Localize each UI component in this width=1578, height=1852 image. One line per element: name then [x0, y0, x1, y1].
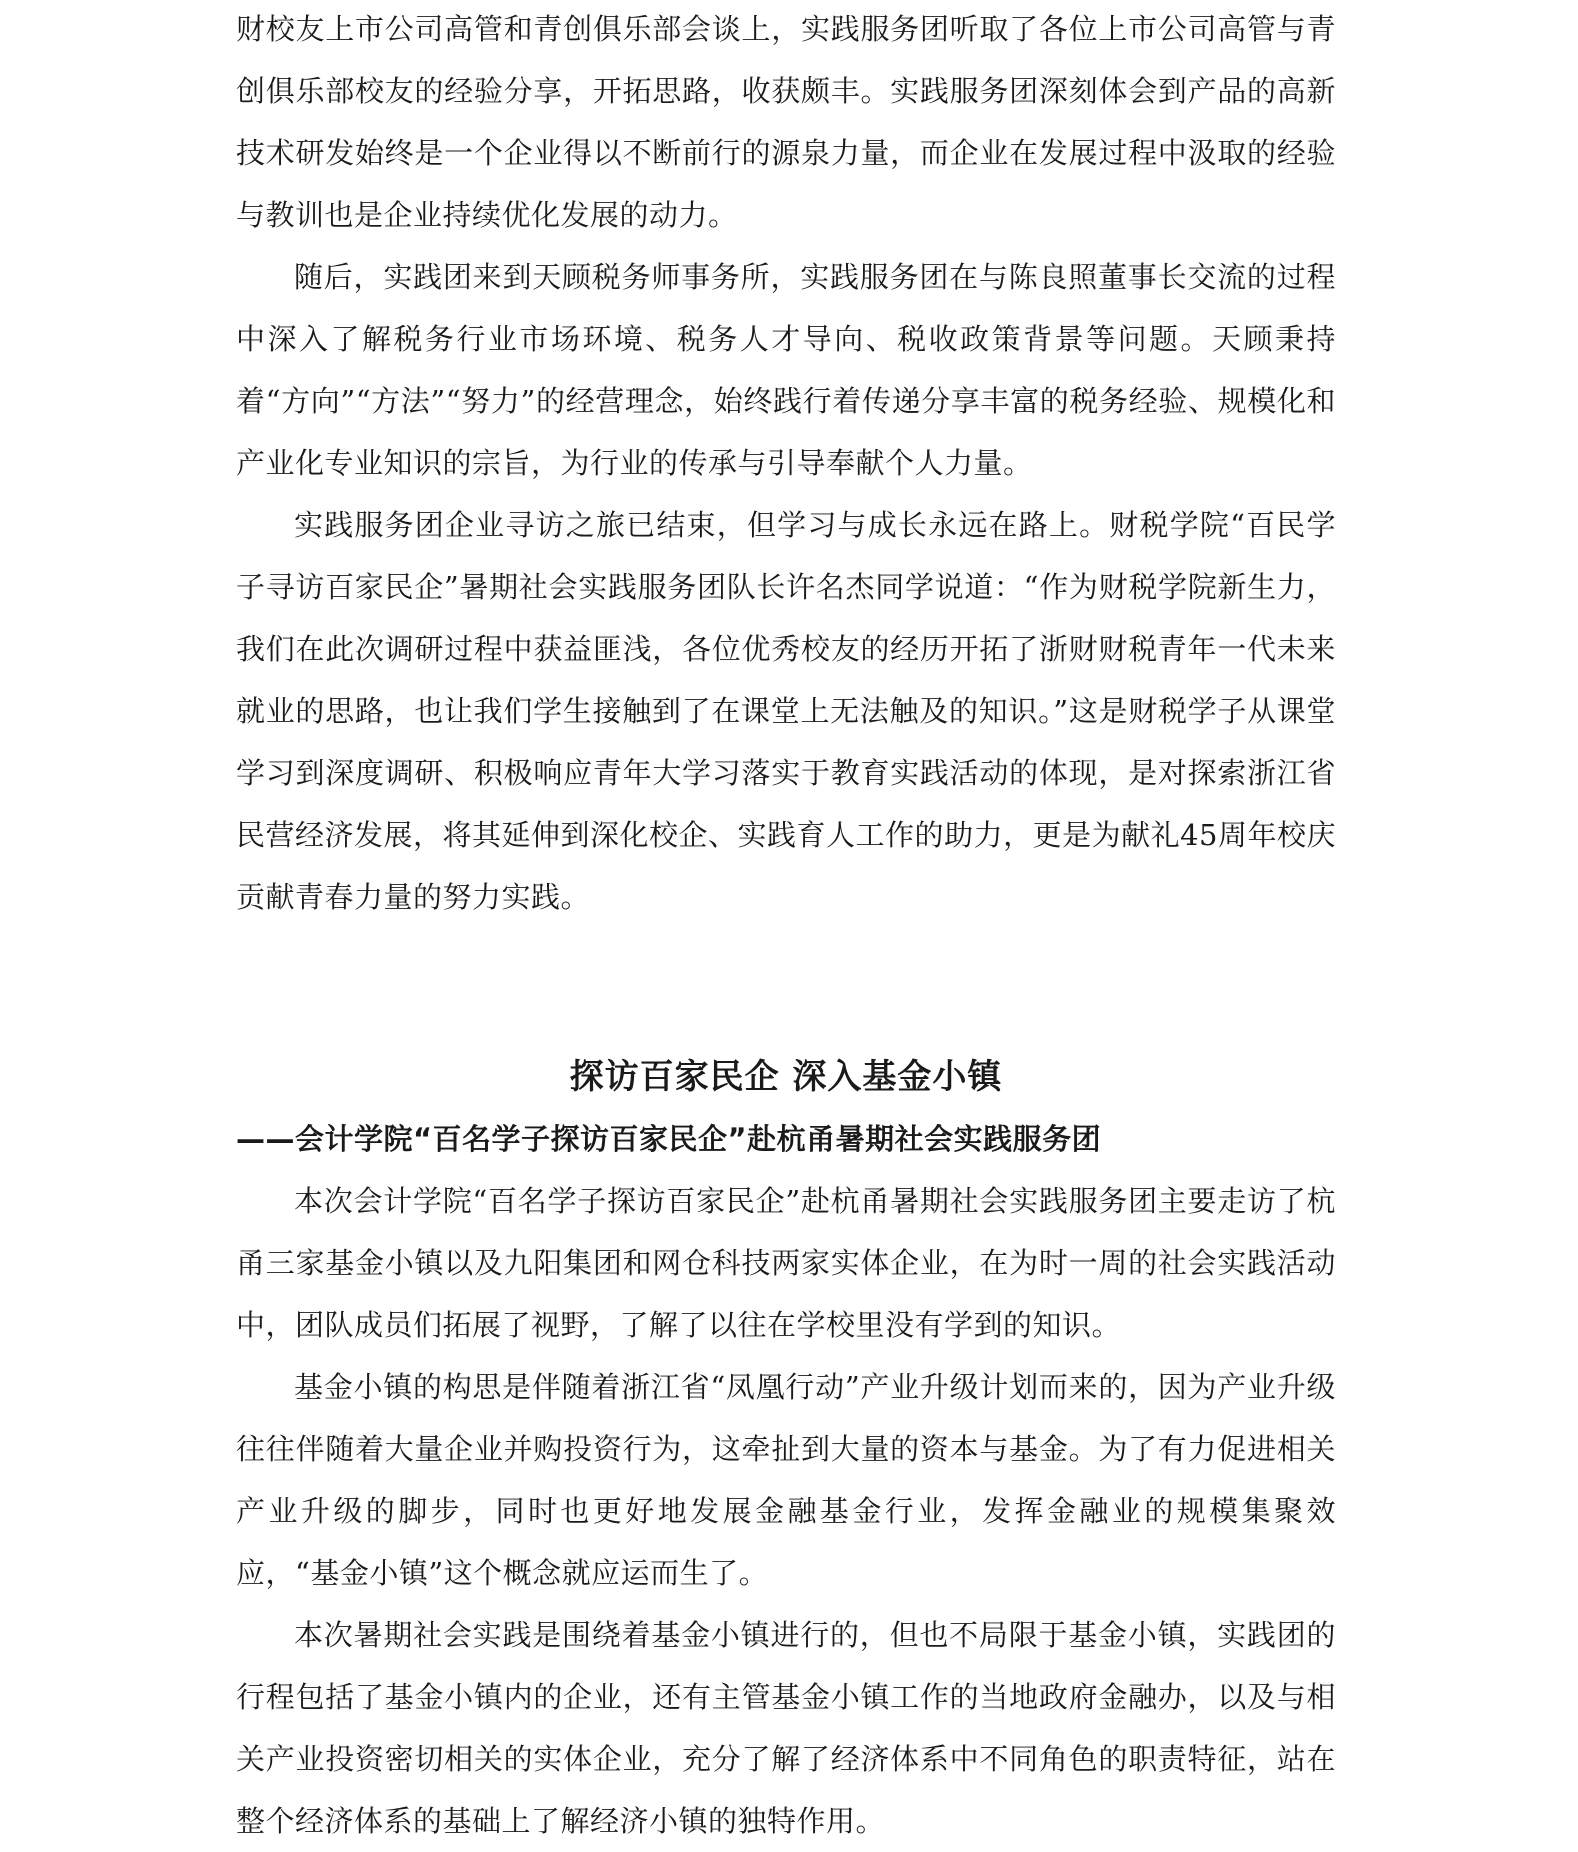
paragraph-itinerary: 本次暑期社会实践是围绕着基金小镇进行的，但也不局限于基金小镇，实践团的行程包括了基金小镇内的企业，还有主管基金小镇工作的当地政府金融办，以及与相关产业投资密切相关的实体企业，充分了解了经济体系中不同角色的职责特征，站在整个经济体系的基础上了解经济小镇的独特作用。 — [236, 1618, 1336, 1838]
section-fund-town — [236, 928, 1336, 1852]
paragraph-continued: 财校友上市公司高管和青创俱乐部会谈上，实践服务团听取了各位上市公司高管与青创俱乐部校友的经验分享，开拓思路，收获颇丰。实践服务团深刻体会到产品的高新技术研发始终是一个企业得以不断前行的源泉力量，而企业在发展过程中汲取的经验与教训也是企业持续优化发展的动力。 — [236, 12, 1336, 232]
section-tax-school-summary — [236, 0, 1336, 928]
article-subtitle: ——会计学院“百名学子探访百家民企”赴杭甬暑期社会实践服务团 — [236, 1122, 1102, 1156]
paragraph-fund-town-concept: 基金小镇的构思是伴随着浙江省“凤凰行动”产业升级计划而来的，因为产业升级往往伴随着大量企业并购投资行为，这牵扯到大量的资本与基金。为了有力促进相关产业升级的脚步，同时也更好地发展金融基金行业，发挥金融业的规模集聚效应，“基金小镇”这个概念就应运而生了。 — [236, 1370, 1336, 1590]
document-page — [236, 0, 1336, 1852]
paragraph-intro: 本次会计学院“百名学子探访百家民企”赴杭甬暑期社会实践服务团主要走访了杭甬三家基金小镇以及九阳集团和网仓科技两家实体企业，在为时一周的社会实践活动中，团队成员们拓展了视野，了解了以往在学校里没有学到的知识。 — [236, 1184, 1336, 1342]
article-title: 探访百家民企 深入基金小镇 — [569, 1057, 1003, 1097]
paragraph-conclusion: 实践服务团企业寻访之旅已结束，但学习与成长永远在路上。财税学院“百民学子寻访百家民企”暑期社会实践服务团队长许名杰同学说道：“作为财税学院新生力，我们在此次调研过程中获益匪浅，各位优秀校友的经历开拓了浙财财税青年一代未来就业的思路，也让我们学生接触到了在课堂上无法触及的知识。”这是财税学子从课堂学习到深度调研、积极响应青年大学习落实于教育实践活动的体现，是对探索浙江省民营经济发展，将其延伸到深化校企、实践育人工作的助力，更是为献礼45周年校庆贡献青春力量的努力实践。 — [236, 508, 1336, 914]
paragraph-tiangu-visit: 随后，实践团来到天顾税务师事务所，实践服务团在与陈良照董事长交流的过程中深入了解税务行业市场环境、税务人才导向、税收政策背景等问题。天顾秉持着“方向”“方法”“努力”的经营理念，始终践行着传递分享丰富的税务经验、规模化和产业化专业知识的宗旨，为行业的传承与引导奉献个人力量。 — [236, 260, 1336, 480]
